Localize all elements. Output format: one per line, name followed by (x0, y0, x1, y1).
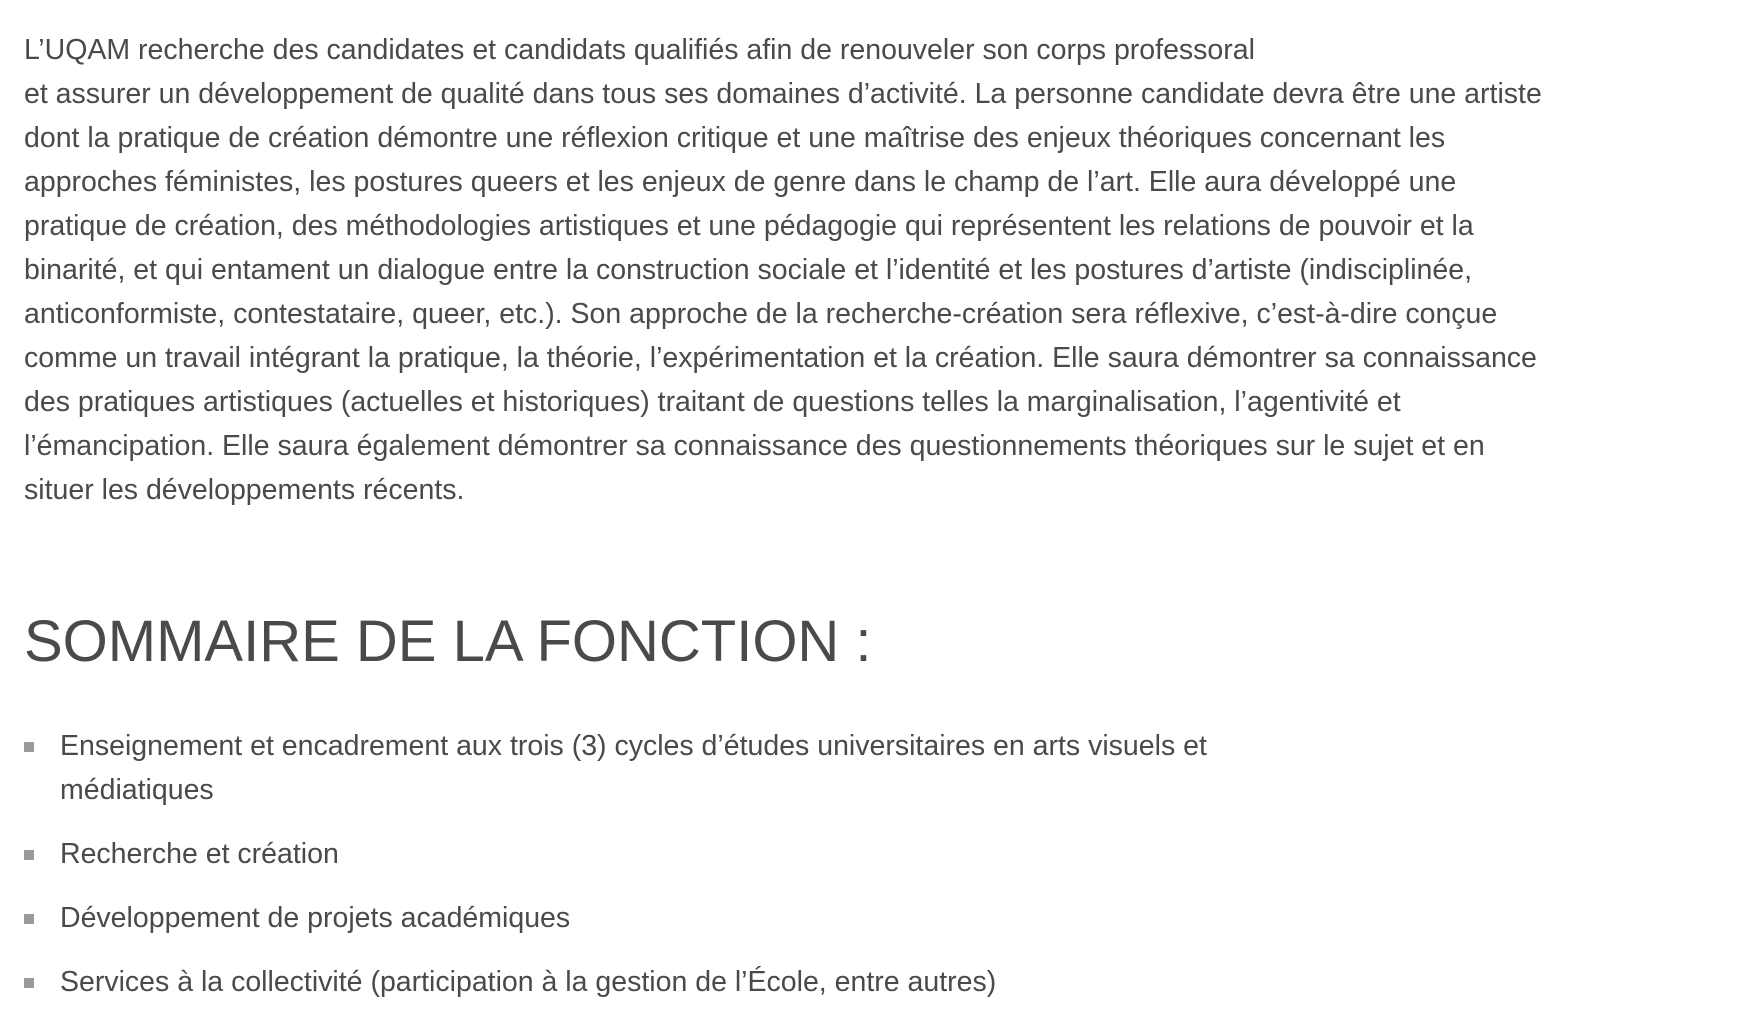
intro-line: des pratiques artistiques (actuelles et historiques) traitant de questions telles la marginalisation, l’agentivité et (24, 386, 1401, 418)
list-item (24, 832, 1424, 876)
intro-line: L’UQAM recherche des candidates et candidats qualifiés afin de renouveler son corps professoral (24, 34, 1255, 66)
list-item (24, 960, 1424, 1004)
square-bullet-icon (24, 978, 34, 988)
list-item (24, 724, 1424, 812)
intro-line: et assurer un développement de qualité dans tous ses domaines d’activité. La personne candidate devra être une artiste (24, 78, 1542, 110)
intro-line: l’émancipation. Elle saura également démontrer sa connaissance des questionnements théoriques sur le sujet et en (24, 430, 1485, 462)
duties-list (24, 724, 1424, 1024)
square-bullet-icon (24, 850, 34, 860)
intro-line: situer les développements récents. (24, 474, 465, 506)
list-item-text: médiatiques (60, 774, 214, 806)
intro-line: approches féministes, les postures queers et les enjeux de genre dans le champ de l’art. Elle aura développé une (24, 166, 1457, 198)
list-item (24, 896, 1424, 940)
intro-paragraph (24, 28, 1734, 512)
intro-line: dont la pratique de création démontre une réflexion critique et une maîtrise des enjeux théoriques concernant les (24, 122, 1446, 154)
intro-line: anticonformiste, contestataire, queer, etc.). Son approche de la recherche-création sera réflexive, c’est-à-dire conçue (24, 298, 1498, 330)
intro-line: comme un travail intégrant la pratique, la théorie, l’expérimentation et la création. Elle saura démontrer sa connaissance (24, 342, 1537, 374)
job-posting-content (24, 28, 1734, 998)
intro-line: pratique de création, des méthodologies artistiques et une pédagogie qui représentent les relations de pouvoir et la (24, 210, 1474, 242)
section-title: SOMMAIRE DE LA FONCTION : (24, 609, 872, 674)
list-item-text: Enseignement et encadrement aux trois (3) cycles d’études universitaires en arts visuels et (60, 730, 1207, 762)
list-item-text: Développement de projets académiques (60, 902, 571, 934)
list-item-text: Services à la collectivité (participation à la gestion de l’École, entre autres) (60, 966, 997, 998)
square-bullet-icon (24, 914, 34, 924)
intro-line: binarité, et qui entament un dialogue entre la construction sociale et l’identité et les postures d’artiste (indisciplinée, (24, 254, 1473, 286)
square-bullet-icon (24, 742, 34, 752)
list-item-text: Recherche et création (60, 838, 339, 870)
